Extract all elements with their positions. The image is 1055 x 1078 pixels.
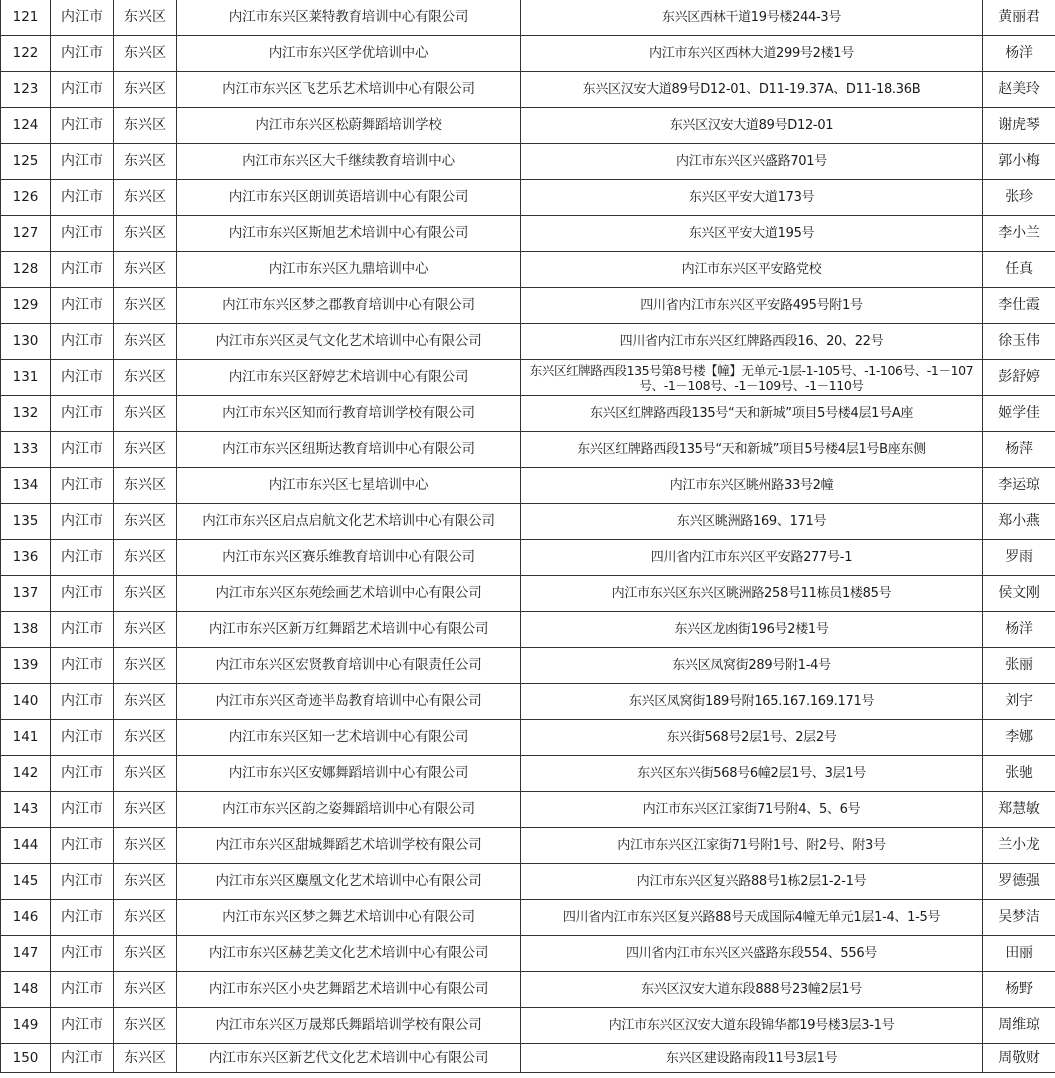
district-cell: 东兴区 — [114, 72, 177, 108]
city-cell: 内江市 — [51, 0, 114, 36]
address-cell: 东兴区汉安大道89号D12-01 — [521, 108, 983, 144]
district-cell: 东兴区 — [114, 900, 177, 936]
city-cell: 内江市 — [51, 180, 114, 216]
district-cell: 东兴区 — [114, 360, 177, 396]
contact-person-cell: 李运琼 — [983, 468, 1055, 504]
organization-name-cell: 内江市东兴区甜城舞蹈艺术培训学校有限公司 — [177, 828, 521, 864]
table-row — [1, 324, 1055, 360]
contact-person-cell: 李仕霞 — [983, 288, 1055, 324]
serial-number-cell: 122 — [1, 36, 51, 72]
table-row — [1, 540, 1055, 576]
serial-number-cell: 127 — [1, 216, 51, 252]
table-row — [1, 720, 1055, 756]
table-row — [1, 108, 1055, 144]
district-cell: 东兴区 — [114, 612, 177, 648]
contact-person-cell: 李小兰 — [983, 216, 1055, 252]
district-cell: 东兴区 — [114, 252, 177, 288]
organization-name-cell: 内江市东兴区朗训英语培训中心有限公司 — [177, 180, 521, 216]
district-cell: 东兴区 — [114, 648, 177, 684]
city-cell: 内江市 — [51, 504, 114, 540]
district-cell: 东兴区 — [114, 180, 177, 216]
organization-name-cell: 内江市东兴区麋凰文化艺术培训中心有限公司 — [177, 864, 521, 900]
table-row — [1, 36, 1055, 72]
serial-number-cell: 129 — [1, 288, 51, 324]
table-row — [1, 936, 1055, 972]
contact-person-cell: 郑小燕 — [983, 504, 1055, 540]
address-cell: 东兴区汉安大道东段888号23幢2层1号 — [521, 972, 983, 1008]
table-body — [1, 0, 1055, 1073]
table-row — [1, 72, 1055, 108]
serial-number-cell: 131 — [1, 360, 51, 396]
contact-person-cell: 姬学佳 — [983, 396, 1055, 432]
district-cell: 东兴区 — [114, 468, 177, 504]
district-cell: 东兴区 — [114, 504, 177, 540]
table-row — [1, 432, 1055, 468]
city-cell: 内江市 — [51, 1044, 114, 1073]
organization-name-cell: 内江市东兴区东苑绘画艺术培训中心有限公司 — [177, 576, 521, 612]
table-row — [1, 972, 1055, 1008]
organization-name-cell: 内江市东兴区韵之姿舞蹈培训中心有限公司 — [177, 792, 521, 828]
city-cell: 内江市 — [51, 576, 114, 612]
address-cell: 东兴区红牌路西段135号“天和新城”项目5号楼4层1号B座东侧 — [521, 432, 983, 468]
table-row — [1, 576, 1055, 612]
table-row — [1, 396, 1055, 432]
address-cell: 内江市东兴区复兴路88号1栋2层1-2-1号 — [521, 864, 983, 900]
city-cell: 内江市 — [51, 360, 114, 396]
organization-name-cell: 内江市东兴区梦之郡教育培训中心有限公司 — [177, 288, 521, 324]
city-cell: 内江市 — [51, 936, 114, 972]
serial-number-cell: 139 — [1, 648, 51, 684]
city-cell: 内江市 — [51, 432, 114, 468]
city-cell: 内江市 — [51, 1008, 114, 1044]
district-cell: 东兴区 — [114, 576, 177, 612]
district-cell: 东兴区 — [114, 972, 177, 1008]
city-cell: 内江市 — [51, 648, 114, 684]
serial-number-cell: 134 — [1, 468, 51, 504]
contact-person-cell: 赵美玲 — [983, 72, 1055, 108]
address-cell: 东兴区凤窝街189号附165.167.169.171号 — [521, 684, 983, 720]
address-cell: 内江市东兴区江家街71号附1号、附2号、附3号 — [521, 828, 983, 864]
address-cell: 内江市东兴区东兴区眺洲路258号11栋员1楼85号 — [521, 576, 983, 612]
district-cell: 东兴区 — [114, 1008, 177, 1044]
district-cell: 东兴区 — [114, 288, 177, 324]
address-cell: 东兴区西林干道19号楼244-3号 — [521, 0, 983, 36]
serial-number-cell: 149 — [1, 1008, 51, 1044]
address-cell: 东兴区龙凼街196号2楼1号 — [521, 612, 983, 648]
contact-person-cell: 杨野 — [983, 972, 1055, 1008]
table-row — [1, 756, 1055, 792]
contact-person-cell: 吴梦洁 — [983, 900, 1055, 936]
address-cell: 东兴区建设路南段11号3层1号 — [521, 1044, 983, 1073]
district-cell: 东兴区 — [114, 432, 177, 468]
organization-name-cell: 内江市东兴区赫艺美文化艺术培训中心有限公司 — [177, 936, 521, 972]
city-cell: 内江市 — [51, 252, 114, 288]
address-cell: 东兴区东兴街568号6幢2层1号、3层1号 — [521, 756, 983, 792]
organization-name-cell: 内江市东兴区知一艺术培训中心有限公司 — [177, 720, 521, 756]
table-row — [1, 360, 1055, 396]
city-cell: 内江市 — [51, 396, 114, 432]
table-row — [1, 144, 1055, 180]
contact-person-cell: 杨洋 — [983, 36, 1055, 72]
district-cell: 东兴区 — [114, 144, 177, 180]
organization-name-cell: 内江市东兴区赛乐维教育培训中心有限公司 — [177, 540, 521, 576]
address-cell: 四川省内江市东兴区平安路277号-1 — [521, 540, 983, 576]
organization-name-cell: 内江市东兴区莱特教育培训中心有限公司 — [177, 0, 521, 36]
contact-person-cell: 刘宇 — [983, 684, 1055, 720]
serial-number-cell: 144 — [1, 828, 51, 864]
table-row — [1, 216, 1055, 252]
table-row — [1, 1008, 1055, 1044]
table-row — [1, 1044, 1055, 1073]
table-row — [1, 792, 1055, 828]
district-cell: 东兴区 — [114, 720, 177, 756]
city-cell: 内江市 — [51, 468, 114, 504]
serial-number-cell: 136 — [1, 540, 51, 576]
contact-person-cell: 郑慧敏 — [983, 792, 1055, 828]
organization-name-cell: 内江市东兴区九鼎培训中心 — [177, 252, 521, 288]
address-cell: 东兴区红牌路西段135号“天和新城”项目5号楼4层1号A座 — [521, 396, 983, 432]
contact-person-cell: 张珍 — [983, 180, 1055, 216]
district-cell: 东兴区 — [114, 108, 177, 144]
organization-name-cell: 内江市东兴区纽斯达教育培训中心有限公司 — [177, 432, 521, 468]
address-cell: 内江市东兴区兴盛路701号 — [521, 144, 983, 180]
contact-person-cell: 罗德强 — [983, 864, 1055, 900]
district-cell: 东兴区 — [114, 540, 177, 576]
address-cell: 四川省内江市东兴区复兴路88号天成国际4幢无单元1层1-4、1-5号 — [521, 900, 983, 936]
contact-person-cell: 田丽 — [983, 936, 1055, 972]
city-cell: 内江市 — [51, 684, 114, 720]
address-cell: 内江市东兴区江家街71号附4、5、6号 — [521, 792, 983, 828]
serial-number-cell: 140 — [1, 684, 51, 720]
district-cell: 东兴区 — [114, 1044, 177, 1073]
city-cell: 内江市 — [51, 972, 114, 1008]
serial-number-cell: 128 — [1, 252, 51, 288]
city-cell: 内江市 — [51, 864, 114, 900]
district-cell: 东兴区 — [114, 792, 177, 828]
city-cell: 内江市 — [51, 756, 114, 792]
address-cell: 东兴区汉安大道89号D12-01、D11-19.37A、D11-18.36B — [521, 72, 983, 108]
table-row — [1, 684, 1055, 720]
organization-name-cell: 内江市东兴区新万红舞蹈艺术培训中心有限公司 — [177, 612, 521, 648]
district-cell: 东兴区 — [114, 396, 177, 432]
address-cell: 四川省内江市东兴区红牌路西段16、20、22号 — [521, 324, 983, 360]
serial-number-cell: 141 — [1, 720, 51, 756]
serial-number-cell: 121 — [1, 0, 51, 36]
contact-person-cell: 兰小龙 — [983, 828, 1055, 864]
city-cell: 内江市 — [51, 720, 114, 756]
district-cell: 东兴区 — [114, 864, 177, 900]
district-cell: 东兴区 — [114, 0, 177, 36]
contact-person-cell: 杨萍 — [983, 432, 1055, 468]
table-row — [1, 504, 1055, 540]
serial-number-cell: 150 — [1, 1044, 51, 1073]
organization-name-cell: 内江市东兴区万晟郑氏舞蹈培训学校有限公司 — [177, 1008, 521, 1044]
district-cell: 东兴区 — [114, 756, 177, 792]
organization-name-cell: 内江市东兴区梦之舞艺术培训中心有限公司 — [177, 900, 521, 936]
table-row — [1, 0, 1055, 36]
serial-number-cell: 133 — [1, 432, 51, 468]
organization-name-cell: 内江市东兴区学优培训中心 — [177, 36, 521, 72]
city-cell: 内江市 — [51, 216, 114, 252]
organization-name-cell: 内江市东兴区启点启航文化艺术培训中心有限公司 — [177, 504, 521, 540]
serial-number-cell: 142 — [1, 756, 51, 792]
city-cell: 内江市 — [51, 36, 114, 72]
city-cell: 内江市 — [51, 144, 114, 180]
district-cell: 东兴区 — [114, 36, 177, 72]
organization-name-cell: 内江市东兴区新艺代文化艺术培训中心有限公司 — [177, 1044, 521, 1073]
serial-number-cell: 123 — [1, 72, 51, 108]
contact-person-cell: 黄丽君 — [983, 0, 1055, 36]
organization-name-cell: 内江市东兴区知而行教育培训学校有限公司 — [177, 396, 521, 432]
city-cell: 内江市 — [51, 792, 114, 828]
district-cell: 东兴区 — [114, 324, 177, 360]
contact-person-cell: 罗雨 — [983, 540, 1055, 576]
organization-name-cell: 内江市东兴区舒婷艺术培训中心有限公司 — [177, 360, 521, 396]
organization-name-cell: 内江市东兴区大千继续教育培训中心 — [177, 144, 521, 180]
address-cell: 东兴区红牌路西段135号第8号楼【幢】无单元-1层-1-105号、-1-106号、-1－107号、-1－108号、-1－109号、-1－110号 — [521, 360, 983, 396]
organization-name-cell: 内江市东兴区小央艺舞蹈艺术培训中心有限公司 — [177, 972, 521, 1008]
organization-name-cell: 内江市东兴区松蔚舞蹈培训学校 — [177, 108, 521, 144]
contact-person-cell: 侯文刚 — [983, 576, 1055, 612]
serial-number-cell: 132 — [1, 396, 51, 432]
table-row — [1, 252, 1055, 288]
address-cell: 内江市东兴区眺州路33号2幢 — [521, 468, 983, 504]
contact-person-cell: 周维琼 — [983, 1008, 1055, 1044]
contact-person-cell: 郭小梅 — [983, 144, 1055, 180]
district-cell: 东兴区 — [114, 684, 177, 720]
city-cell: 内江市 — [51, 612, 114, 648]
address-cell: 东兴区平安大道173号 — [521, 180, 983, 216]
table-row — [1, 864, 1055, 900]
table-row — [1, 468, 1055, 504]
serial-number-cell: 146 — [1, 900, 51, 936]
address-cell: 内江市东兴区汉安大道东段锦华都19号楼3层3-1号 — [521, 1008, 983, 1044]
serial-number-cell: 137 — [1, 576, 51, 612]
district-cell: 东兴区 — [114, 828, 177, 864]
contact-person-cell: 张驰 — [983, 756, 1055, 792]
contact-person-cell: 彭舒婷 — [983, 360, 1055, 396]
address-cell: 东兴区平安大道195号 — [521, 216, 983, 252]
city-cell: 内江市 — [51, 324, 114, 360]
city-cell: 内江市 — [51, 900, 114, 936]
address-cell: 四川省内江市东兴区兴盛路东段554、556号 — [521, 936, 983, 972]
serial-number-cell: 130 — [1, 324, 51, 360]
city-cell: 内江市 — [51, 540, 114, 576]
serial-number-cell: 147 — [1, 936, 51, 972]
address-cell: 东兴区眺洲路169、171号 — [521, 504, 983, 540]
contact-person-cell: 张丽 — [983, 648, 1055, 684]
organization-name-cell: 内江市东兴区飞艺乐艺术培训中心有限公司 — [177, 72, 521, 108]
city-cell: 内江市 — [51, 288, 114, 324]
address-cell: 内江市东兴区平安路党校 — [521, 252, 983, 288]
table-row — [1, 612, 1055, 648]
serial-number-cell: 138 — [1, 612, 51, 648]
address-cell: 内江市东兴区西林大道299号2楼1号 — [521, 36, 983, 72]
table-row — [1, 900, 1055, 936]
serial-number-cell: 124 — [1, 108, 51, 144]
serial-number-cell: 135 — [1, 504, 51, 540]
contact-person-cell: 徐玉伟 — [983, 324, 1055, 360]
table-row — [1, 648, 1055, 684]
city-cell: 内江市 — [51, 828, 114, 864]
city-cell: 内江市 — [51, 108, 114, 144]
serial-number-cell: 125 — [1, 144, 51, 180]
address-cell: 东兴区凤窝街289号附1-4号 — [521, 648, 983, 684]
organization-name-cell: 内江市东兴区七星培训中心 — [177, 468, 521, 504]
table-row — [1, 828, 1055, 864]
organization-name-cell: 内江市东兴区奇迹半岛教育培训中心有限公司 — [177, 684, 521, 720]
contact-person-cell: 李娜 — [983, 720, 1055, 756]
organization-name-cell: 内江市东兴区斯旭艺术培训中心有限公司 — [177, 216, 521, 252]
serial-number-cell: 143 — [1, 792, 51, 828]
organization-name-cell: 内江市东兴区灵气文化艺术培训中心有限公司 — [177, 324, 521, 360]
city-cell: 内江市 — [51, 72, 114, 108]
organization-name-cell: 内江市东兴区安娜舞蹈培训中心有限公司 — [177, 756, 521, 792]
serial-number-cell: 145 — [1, 864, 51, 900]
table-row — [1, 180, 1055, 216]
contact-person-cell: 杨洋 — [983, 612, 1055, 648]
contact-person-cell: 周敬财 — [983, 1044, 1055, 1073]
serial-number-cell: 126 — [1, 180, 51, 216]
table-row — [1, 288, 1055, 324]
address-cell: 四川省内江市东兴区平安路495号附1号 — [521, 288, 983, 324]
district-cell: 东兴区 — [114, 216, 177, 252]
contact-person-cell: 任真 — [983, 252, 1055, 288]
address-cell: 东兴街568号2层1号、2层2号 — [521, 720, 983, 756]
serial-number-cell: 148 — [1, 972, 51, 1008]
organization-name-cell: 内江市东兴区宏贤教育培训中心有限责任公司 — [177, 648, 521, 684]
district-cell: 东兴区 — [114, 936, 177, 972]
contact-person-cell: 谢虎琴 — [983, 108, 1055, 144]
